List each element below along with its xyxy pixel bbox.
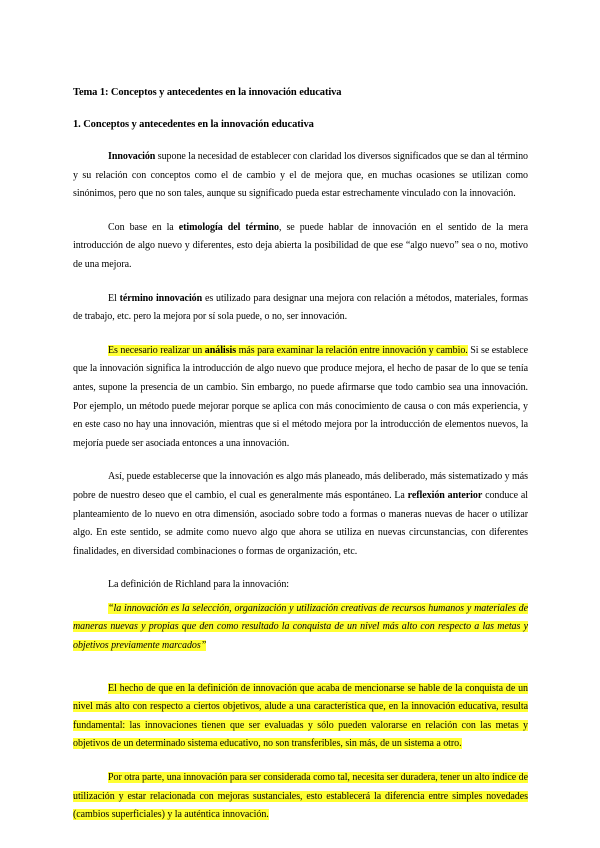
paragraph-richland-intro: La definición de Richland para la innovación:	[108, 579, 290, 591]
document-title: Tema 1: Conceptos y antecedentes en la innovación educativa	[73, 87, 342, 98]
bold-term: reflexión anterior	[407, 489, 483, 501]
paragraph-termino	[73, 290, 528, 327]
section-heading: 1. Conceptos y antecedentes en la innovación educativa	[73, 119, 314, 130]
paragraph-analisis	[73, 342, 528, 454]
paragraph-asi	[73, 468, 528, 561]
paragraph-otra-parte	[73, 769, 528, 825]
highlighted-text: Por otra parte, una innovación para ser considerada como tal, necesita ser duradera, tener un alto índice de utilización y estar relacionada con mejoras sustanciales, esto establecerá la diferencia entre simples novedades (cambios superficiales) y la auténtica innovación.	[73, 772, 528, 821]
document-page	[73, 86, 528, 840]
highlighted-bold-term: análisis	[204, 344, 237, 356]
highlighted-text: El hecho de que en la definición de innovación que acaba de mencionarse se hable de la conquista de un nivel más alto con respecto a ciertos objetivos, alude a una característica que, en la innovación educativa, resulta fundamental: las innovaciones tienen que ser evaluadas y sólo pueden valorarse en relación con las metas y objetivos de un determinado sistema educativo, no son transferibles, sin más, de un sistema a otro.	[73, 682, 528, 750]
highlighted-quote: “la innovación es la selección, organización y utilización creativas de recursos humanos y materiales de maneras nuevas y propias que den como resultado la conquista de un nivel más alto con respecto a las metas y objetivos previamente marcados”	[73, 602, 528, 652]
paragraph-text: conduce al planteamiento de lo nuevo en otra dimensión, asociado sobre todo a formas o maneras nuevas de hacer o utilizar algo. En este sentido, se admite como nuevo algo que ahora se utiliza en nuevas circunstancias, con diferentes finalidades, en diversidad combinaciones o formas de organización, etc.	[73, 489, 529, 557]
bold-term: Innovación	[108, 151, 156, 162]
paragraph-text: es utilizado para designar una mejora con relación a métodos, materiales, formas de trabajo, etc. pero la mejora por sí sola puede, o no, ser innovación.	[73, 292, 528, 323]
bold-term: etimología del término	[178, 221, 279, 233]
paragraph-etimologia	[73, 219, 528, 275]
paragraph-text: Así, puede establecerse que la innovación es algo más planeado, más deliberado, más sistematizado y más pobre de nuestro deseo que el cambio, el cual es generalmente más espontáneo. La	[73, 471, 528, 501]
highlighted-text: Es necesario realizar un	[108, 344, 205, 356]
paragraph-innovacion	[73, 148, 528, 204]
highlighted-text: más para examinar la relación entre innovación y cambio.	[236, 344, 468, 356]
paragraph-text: Si se establece que la innovación significa la introducción de algo nuevo que produce mejora, el hecho de pasar de lo que se tenía antes, supone la presencia de un cambio. Sin embargo, no puede afirmarse que todo cambio sea una innovación. Por ejemplo, un método puede mejorar porque se aplica con más conocimiento de causa o con más experiencia, y en este caso no hay una innovación, mientras que si el método mejora por la introducción de elementos nuevos, la mejoría puede ser asociada entonces a una innovación.	[73, 344, 528, 449]
paragraph-text: El	[108, 292, 120, 304]
paragraph-text: Con base en la	[108, 221, 179, 233]
bold-term: término innovación	[119, 292, 203, 304]
paragraph-hecho	[73, 680, 528, 754]
paragraph-text: , se puede hablar de innovación en el sentido de la mera introducción de algo nuevo y diferentes, esto deja abierta la posibilidad de que ese “algo nuevo” sea o no, motivo de una mejora.	[73, 221, 528, 270]
paragraph-text: supone la necesidad de establecer con claridad los diversos significados que se dan al término y su relación con conceptos como el de cambio y el de mejora que, en muchas ocasiones se utilizan como sinónimos, pero que no son tales, aunque su significado pueda estar estrechamente vinculado con la innovación.	[73, 151, 528, 200]
richland-quote	[73, 600, 528, 656]
